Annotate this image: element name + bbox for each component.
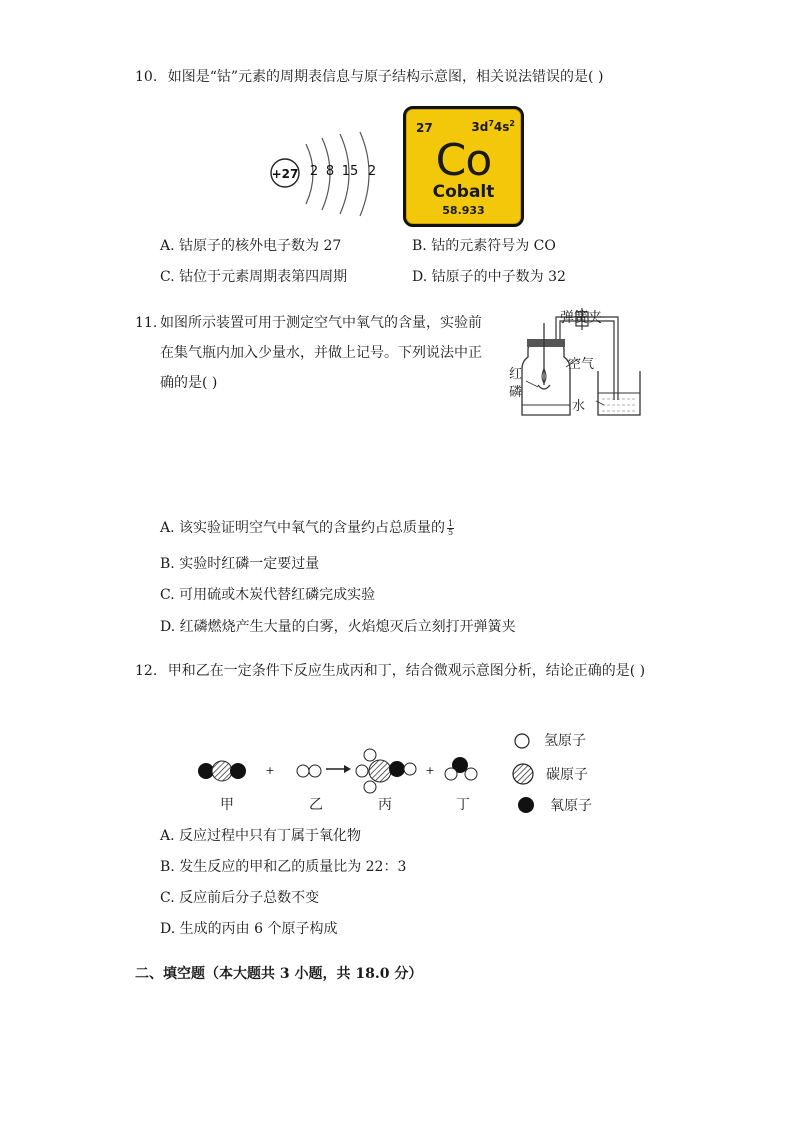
electron-configuration: $3d^74s^2$: [471, 119, 515, 134]
question-12-stem: [135, 661, 645, 681]
section-2-heading: 二、填空题（本大题共 3 小题，共 18.0 分）: [135, 966, 423, 982]
shell-2-electrons: 8: [325, 164, 335, 179]
q12-option-c[interactable]: C. 反应前后分子总数不变: [160, 890, 320, 906]
molecule-yi: [297, 765, 321, 777]
question-11-number: 11.: [135, 315, 158, 331]
label-jia: 甲: [220, 797, 234, 813]
shell-3-electrons: 15: [341, 164, 359, 179]
oxygen-legend-icon: [518, 797, 534, 813]
hydrogen-atom: [465, 768, 477, 780]
reaction-microscopic-diagram: [190, 745, 490, 795]
legend-hydrogen: 氢原子: [544, 733, 586, 749]
q12-option-b[interactable]: B. 发生反应的甲和乙的质量比为 22：3: [160, 859, 407, 875]
oxygen-atom: [389, 761, 405, 777]
q10-option-a[interactable]: A. 钴原子的核外电子数为 27: [160, 238, 342, 254]
legend-oxygen: 氧原子: [550, 798, 592, 814]
carbon-atom: [212, 761, 232, 781]
hydrogen-atom: [297, 765, 309, 777]
q12-option-a[interactable]: A. 反应过程中只有丁属于氧化物: [160, 828, 362, 844]
rubber-stopper: [527, 339, 565, 347]
atomic-mass: 58.933: [442, 204, 485, 217]
molecule-bing: [356, 749, 416, 793]
question-text: 甲和乙在一定条件下反应生成丙和丁，结合微观示意图分析，结论正确的是( ): [167, 663, 646, 679]
question-11-line-3: 确的是( ): [160, 375, 218, 391]
hydrogen-atom: [445, 768, 457, 780]
q11-option-b[interactable]: B. 实验时红磷一定要过量: [160, 556, 320, 572]
q11-option-d[interactable]: D. 红磷燃烧产生大量的白雾，火焰熄灭后立刻打开弹簧夹: [160, 619, 516, 635]
hydrogen-atom: [364, 781, 376, 793]
label-ding: 丁: [456, 797, 470, 813]
water-label: 水: [572, 399, 586, 414]
legend-carbon: 碳原子: [546, 767, 588, 783]
reaction-arrow-head: [344, 765, 351, 773]
hydrogen-legend-icon: [515, 734, 529, 748]
plus-sign: +: [425, 764, 435, 777]
hydrogen-atom: [356, 765, 368, 777]
question-10-stem: [135, 67, 603, 87]
q10-option-b[interactable]: B. 钴的元素符号为 CO: [412, 238, 556, 254]
air-label: 空气: [568, 357, 595, 372]
q10-option-c[interactable]: C. 钴位于元素周期表第四周期: [160, 269, 348, 285]
shell-1-electrons: 2: [309, 164, 319, 179]
question-text: 如图是“钴”元素的周期表信息与原子结构示意图，相关说法错误的是( ): [167, 69, 604, 85]
cobalt-atom-structure-diagram: [262, 128, 390, 220]
carbon-legend-icon: [513, 764, 533, 784]
carbon-atom: [369, 760, 391, 782]
oxygen-atom: [230, 763, 246, 779]
cobalt-periodic-table-card: [403, 106, 524, 227]
molecule-jia: [198, 761, 246, 781]
hydrogen-atom: [309, 765, 321, 777]
q11-option-c[interactable]: C. 可用硫或木炭代替红磷完成实验: [160, 587, 376, 603]
element-name: Cobalt: [432, 182, 495, 202]
plus-sign: +: [265, 764, 275, 777]
q12-option-d[interactable]: D. 生成的丙由 6 个原子构成: [160, 921, 338, 937]
label-yi: 乙: [309, 797, 323, 813]
element-symbol: Co: [435, 135, 492, 186]
shell-4-electrons: 2: [367, 164, 377, 179]
spring-clamp-label: 弹簧夹: [560, 310, 602, 326]
oxygen-measurement-apparatus: [500, 305, 650, 420]
question-11-line-2: 在集气瓶内加入少量水，并做上记号。下列说法中正: [160, 345, 482, 361]
atomic-number: 27: [416, 121, 433, 135]
question-11-line-1: 如图所示装置可用于测定空气中氧气的含量，实验前: [160, 315, 482, 331]
nucleus-charge: +27: [271, 167, 299, 181]
combustion-spoon: [538, 385, 550, 389]
red-phosphorus-label-1: 红: [509, 367, 523, 382]
question-number: 10.: [135, 69, 158, 85]
red-phosphorus-label-2: 磷: [509, 385, 523, 400]
phosphorus-label-leader: [526, 381, 538, 387]
question-number: 12.: [135, 663, 158, 679]
q11-option-a[interactable]: A. 该实验证明空气中氧气的含量约占总质量的 $\frac{1}{5}$: [160, 518, 454, 537]
hydrogen-atom: [404, 763, 416, 775]
fraction-one-fifth: $\frac{1}{5}$: [448, 518, 454, 537]
q10-option-d[interactable]: D. 钴原子的中子数为 32: [412, 269, 566, 285]
water-label-leader: [596, 401, 604, 405]
atom-legend-icons: [512, 730, 538, 814]
label-bing: 丙: [378, 797, 392, 813]
hydrogen-atom: [364, 749, 376, 761]
molecule-ding: [445, 757, 477, 780]
